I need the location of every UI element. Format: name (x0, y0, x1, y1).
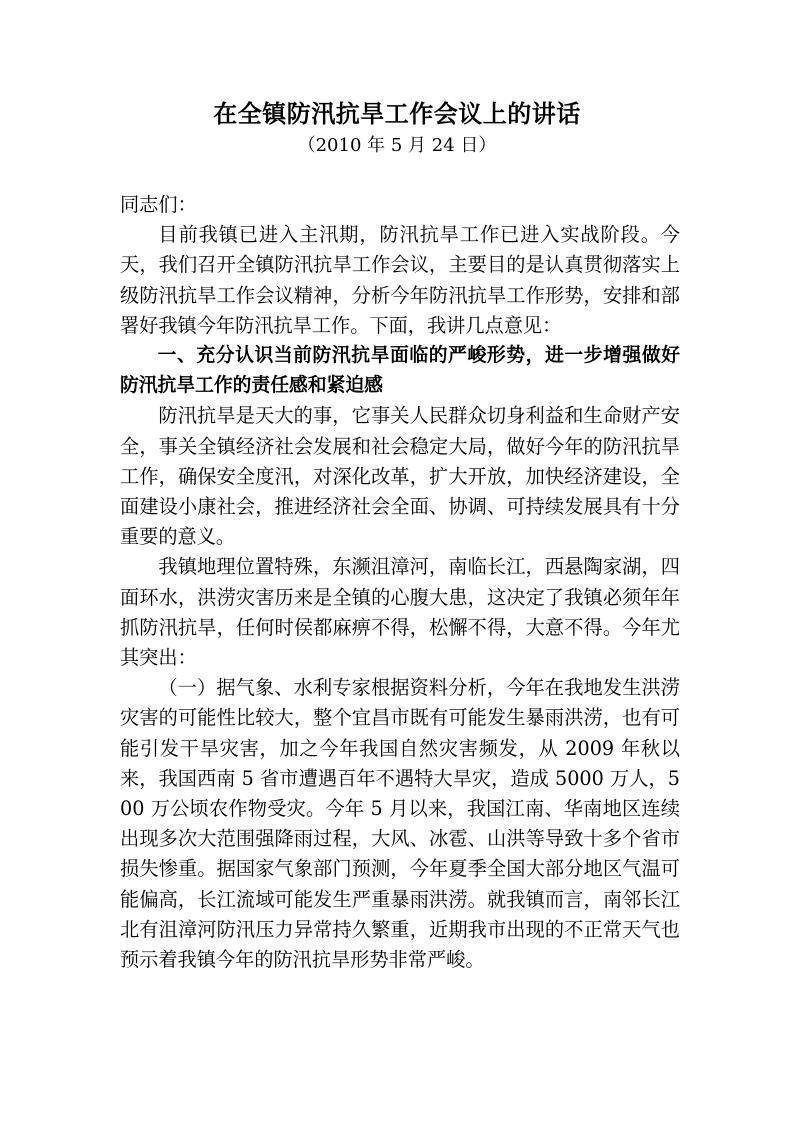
paragraph-point-1: （一）据气象、水利专家根据资料分析，今年在我地发生洪涝灾害的可能性比较大，整个宜昌市既有可能发生暴雨洪涝，也有可能引发干旱灾害，加之今年我国自然灾害频发，从 2009 年秋以来，我国西南 5 省市遭遇百年不遇特大旱灾，造成 5000 万人，500 万公顷农作物受灾。今年 5 月以来，我国江南、华南地区连续出现多次大范围强降雨过程，大风、冰雹、山洪等导致十多个省市损失惨重。据国家气象部门预测，今年夏季全国大部分地区气温可能偏高，长江流域可能发生严重暴雨洪涝。就我镇而言，南邻长江北有沮漳河防汛压力异常持久繁重，近期我市出现的不正常天气也预示着我镇今年的防汛抗旱形势非常严峻。 (120, 676, 680, 972)
document-body (120, 190, 680, 975)
salutation: 同志们： (120, 193, 197, 216)
document-title: 在全镇防汛抗旱工作会议上的讲话 (213, 100, 581, 128)
document-date: （2010 年 5 月 24 日） (297, 135, 497, 156)
paragraph-importance: 防汛抗旱是天大的事，它事关人民群众切身利益和生命财产安全，事关全镇经济社会发展和社会稳定大局，做好今年的防汛抗旱工作，确保安全度汛，对深化改革，扩大开放，加快经济建设，全面建设小康社会，推进经济社会全面、协调、可持续发展具有十分重要的意义。 (120, 404, 680, 549)
paragraph-geography: 我镇地理位置特殊，东濒沮漳河，南临长江，西悬陶家湖，四面环水，洪涝灾害历来是全镇的心腹大患，这决定了我镇必须年年抓防汛抗旱，任何时侯都麻痹不得，松懈不得，大意不得。今年尤其突出： (120, 555, 680, 670)
paragraph-intro: 目前我镇已进入主汛期，防汛抗旱工作已进入实战阶段。今天，我们召开全镇防汛抗旱工作会议，主要目的是认真贯彻落实上级防汛抗旱工作会议精神，分析今年防汛抗旱工作形势，安排和部署好我镇今年防汛抗旱工作。下面，我讲几点意见： (120, 223, 680, 337)
section-heading-1: 一、充分认识当前防汛抗旱面临的严峻形势，进一步增强做好防汛抗旱工作的责任感和紧迫感 (120, 345, 680, 397)
